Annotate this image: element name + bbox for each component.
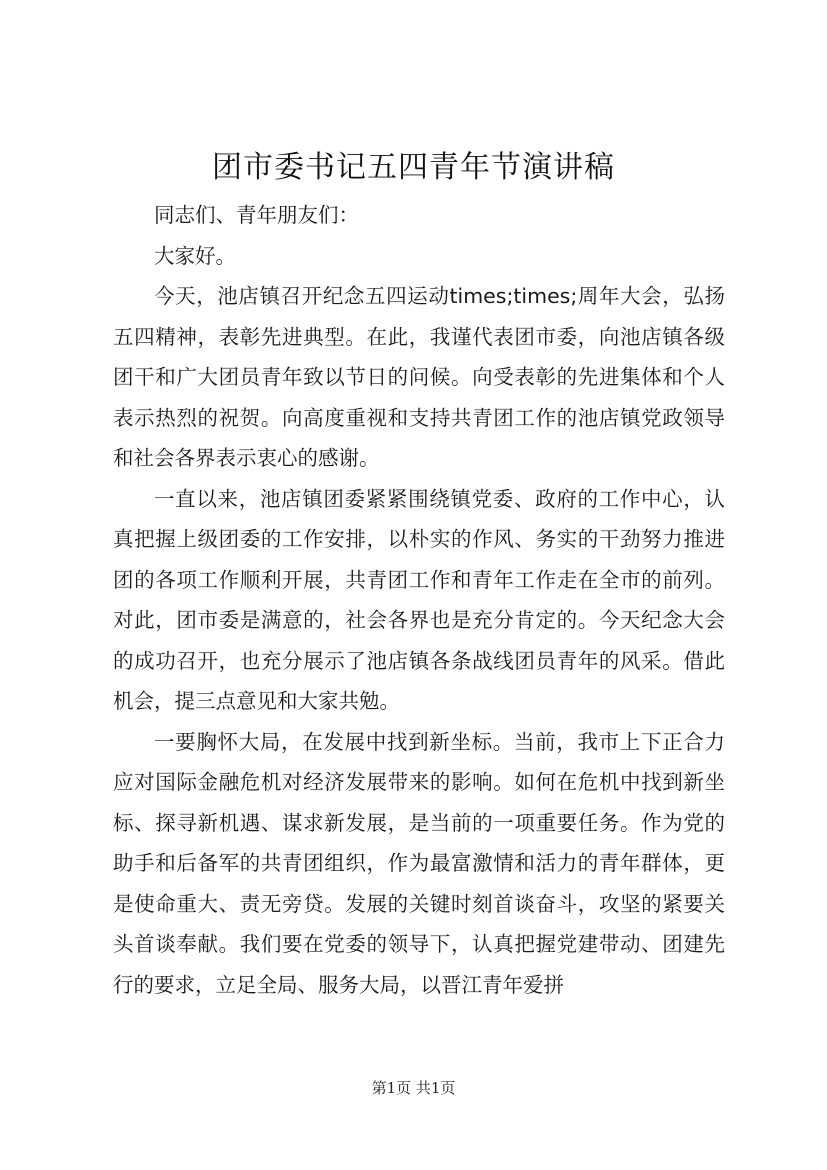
body-paragraph: 今天，池店镇召开纪念五四运动times;times;周年大会，弘扬五四精神，表彰先进典型。在此，我谨代表团市委，向池店镇各级团干和广大团员青年致以节日的问候。向受表彰的先进集体和个人表示热烈的祝贺。向高度重视和支持共青团工作的池店镇党政领导和社会各界表示衷心的感谢。 bbox=[113, 284, 725, 470]
page-footer: 第1页 共1页 bbox=[371, 1079, 456, 1097]
body-paragraph: 一直以来，池店镇团委紧紧围绕镇党委、政府的工作中心，认真把握上级团委的工作安排，以朴实的作风、务实的干劲努力推进团的各项工作顺利开展，共青团工作和青年工作走在全市的前列。对此，团市委是满意的，社会各界也是充分肯定的。今天纪念大会的成功召开，也充分展示了池店镇各条战线团员青年的风采。借此机会，提三点意见和大家共勉。 bbox=[113, 486, 725, 713]
greeting-paragraph: 大家好。 bbox=[154, 243, 236, 268]
document-body bbox=[113, 195, 725, 1005]
body-paragraph: 一要胸怀大局，在发展中找到新坐标。当前，我市上下正合力应对国际金融危机对经济发展带来的影响。如何在危机中找到新坐标、探寻新机遇、谋求新发展，是当前的一项重要任务。作为党的助手和后备军的共青团组织，作为最富激情和活力的青年群体，更是使命重大、责无旁贷。发展的关键时刻首谈奋斗，攻坚的紧要关头首谈奉献。我们要在党委的领导下，认真把握党建带动、团建先行的要求，立足全局、服务大局，以晋江青年爱拼 bbox=[113, 729, 725, 997]
document-title: 团市委书记五四青年节演讲稿 bbox=[212, 150, 615, 185]
salutation-paragraph: 同志们、青年朋友们： bbox=[154, 203, 359, 227]
